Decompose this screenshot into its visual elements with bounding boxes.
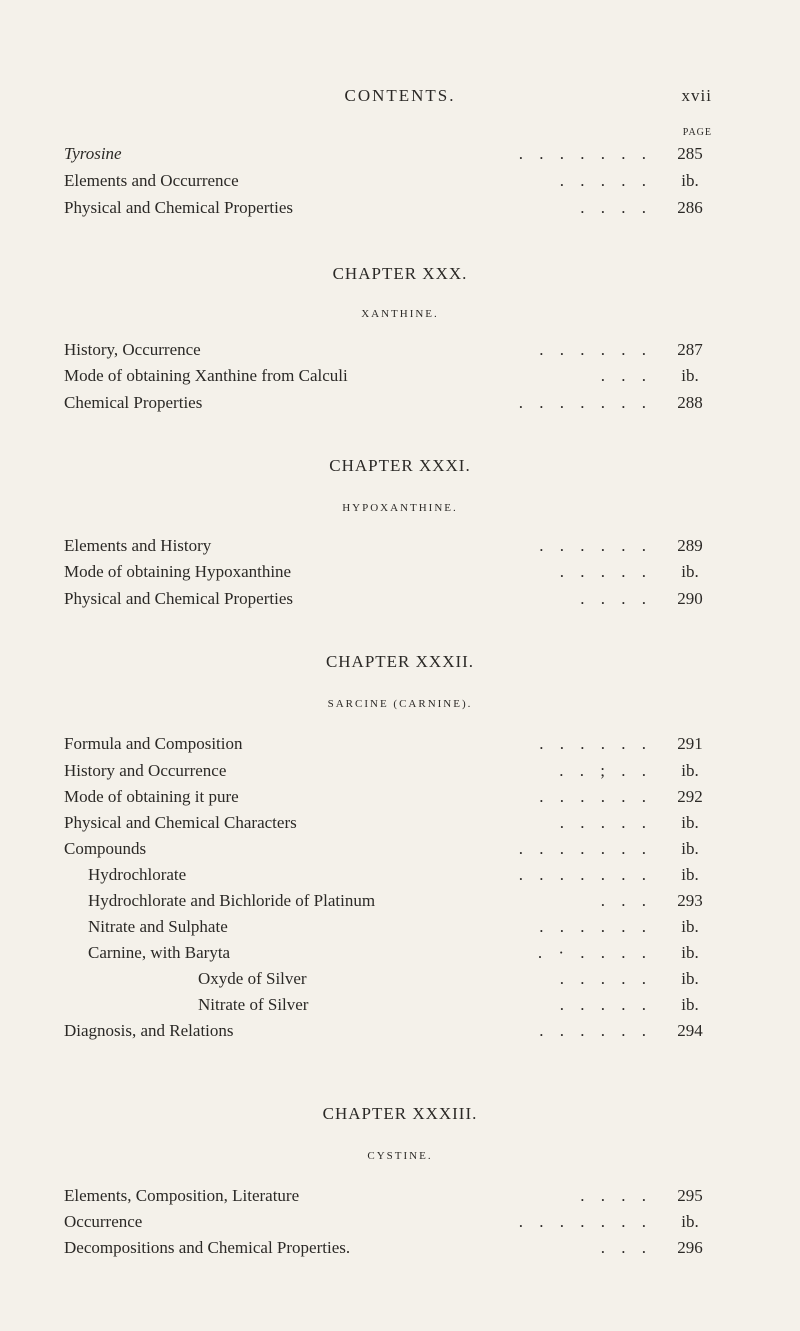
leader-dots: . . . . . . [539,536,652,555]
entry-page: 296 [677,1238,703,1257]
leader-dots: . . . . . . [539,1021,652,1040]
toc-entry [64,787,712,811]
leader-dots: . . . . . [559,562,652,581]
entry-title: Hydrochlorate [88,865,187,884]
toc-entry [64,761,712,785]
page-folio: xvii [681,86,712,105]
entry-title: Formula and Composition [64,734,243,753]
entry-page: ib. [681,366,699,385]
toc-entry [64,1186,712,1210]
toc-entry [64,995,712,1019]
entry-page: 293 [677,891,703,910]
toc-entry [64,734,712,758]
entry-page: 291 [677,734,703,753]
leader-dots: . . . . . [559,813,652,832]
entry-title: Chemical Properties [64,393,203,412]
leader-dots: . . . . . . [539,917,652,936]
entry-page: ib. [681,865,699,884]
leader-dots: . . . . . . . [518,839,652,858]
entry-page: 288 [677,393,703,412]
leader-dots: . . . [600,366,652,385]
chapter-heading: CHAPTER XXXII. [325,652,475,671]
entry-page: ib. [681,813,699,832]
entry-title: Hydrochlorate and Bichloride of Platinum [88,891,376,910]
leader-dots: . . . . . . [539,340,652,359]
toc-entry [64,340,712,364]
leader-dots: . . . [600,1238,652,1257]
toc-entry [64,366,712,390]
entry-page: 286 [677,198,703,217]
entry-title: Mode of obtaining Xanthine from Calculi [64,366,348,385]
entry-title: Mode of obtaining it pure [64,787,239,806]
entry-title: Oxyde of Silver [198,969,307,988]
toc-entry [64,1238,712,1262]
entry-page: 290 [677,589,703,608]
entry-page: 289 [677,536,703,555]
entry-title: Carnine, with Baryta [88,943,231,962]
chapter-subject: SARCINE (CARNINE). [327,698,473,710]
leader-dots: . . . . [580,589,652,608]
chapter-heading: CHAPTER XXXI. [329,456,471,475]
leader-dots: . · . . . . [537,943,652,962]
entry-title: Nitrate and Sulphate [88,917,228,936]
toc-entry [64,813,712,837]
leader-dots: . . . [600,891,652,910]
entry-title: Occurrence [64,1212,143,1231]
chapter-heading: CHAPTER XXX. [332,264,468,283]
toc-entry [64,1212,712,1236]
entry-title: Physical and Chemical Properties [64,198,293,217]
leader-dots: . . . . . [559,995,652,1014]
toc-entry [64,393,712,417]
leader-dots: . . . . . . . [518,1212,652,1231]
chapter-heading: CHAPTER XXXIII. [322,1104,478,1123]
entry-title: Physical and Chemical Characters [64,813,297,832]
entry-page: 285 [677,144,703,163]
entry-page: ib. [681,943,699,962]
toc-entry [64,1021,712,1045]
leader-dots: . . . . . . [539,734,652,753]
entry-title: Compounds [64,839,147,858]
entry-page: 287 [677,340,703,359]
running-title: CONTENTS. [344,86,456,105]
leader-dots: . . . . . . . [518,865,652,884]
entry-page: 295 [677,1186,703,1205]
leader-dots: . . . . [580,1186,652,1205]
entry-page: ib. [681,917,699,936]
toc-entry [64,562,712,586]
entry-title: Decompositions and Chemical Properties. [64,1238,351,1257]
leader-dots: . . . . . . . [518,393,652,412]
leader-dots: . . . . [580,198,652,217]
entry-title: History, Occurrence [64,340,201,359]
leader-dots: . . ; . . [559,761,652,780]
entry-title: Diagnosis, and Relations [64,1021,234,1040]
chapter-subject: HYPOXANTHINE. [342,502,458,514]
leader-dots: . . . . . [559,969,652,988]
entry-page: 294 [677,1021,703,1040]
toc-entry [64,536,712,560]
toc-entry [64,144,712,168]
entry-title: Elements and Occurrence [64,171,239,190]
entry-page: ib. [681,761,699,780]
toc-entry [64,198,712,222]
entry-title: Physical and Chemical Properties [64,589,293,608]
entry-title: Elements and History [64,536,212,555]
entry-page: ib. [681,839,699,858]
toc-entry [64,839,712,863]
leader-dots: . . . . . [559,171,652,190]
chapter-subject: CYSTINE. [367,1150,433,1162]
toc-entry [64,943,712,967]
toc-entry [64,969,712,993]
entry-page: ib. [681,995,699,1014]
chapter-subject: XANTHINE. [361,308,439,320]
leader-dots: . . . . . . . [518,144,652,163]
toc-entry [64,917,712,941]
entry-title: Elements, Composition, Literature [64,1186,300,1205]
toc-entry [64,171,712,195]
entry-title: History and Occurrence [64,761,227,780]
leader-dots: . . . . . . [539,787,652,806]
entry-page: 292 [677,787,703,806]
entry-title: Mode of obtaining Hypoxanthine [64,562,292,581]
toc-entry [64,891,712,915]
toc-entry [64,589,712,613]
running-head [0,86,800,110]
entry-page: ib. [681,969,699,988]
entry-title: Nitrate of Silver [198,995,309,1014]
entry-page: ib. [681,1212,699,1231]
entry-title: Tyrosine [64,144,122,163]
toc-entry [64,865,712,889]
entry-page: ib. [681,562,699,581]
page-column-label: PAGE [682,127,712,138]
entry-page: ib. [681,171,699,190]
